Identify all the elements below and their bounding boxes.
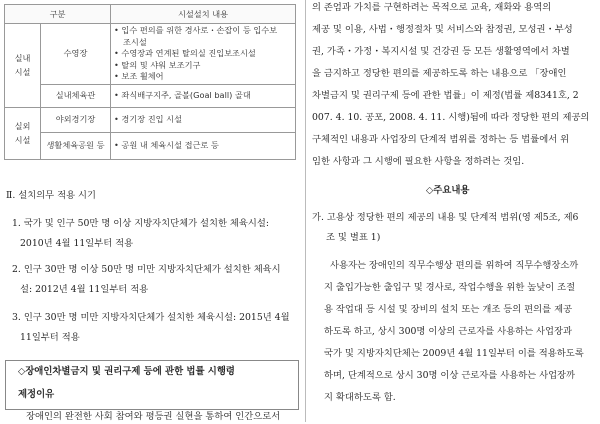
column-divider — [305, 0, 306, 422]
group-indoor-text: 실내시설 — [14, 53, 31, 78]
list-item: • 탈의 및 샤워 보조기구 — [114, 59, 201, 70]
list-item: • 보조 휠체어 — [114, 71, 164, 81]
body-line: 국가 및 지방자치단체는 2009년 4월 11일부터 이를 적용하도록 — [324, 348, 584, 359]
ga-line1: 가. 고용상 정당한 편의 제공의 내용 및 단계적 범위(영 제5조, 제6 — [312, 212, 579, 223]
section-title: Ⅱ. 설치의무 적용 시기 — [6, 190, 96, 201]
para-line: 임한 사항과 그 시행에 필요한 사항을 정하려는 것임. — [312, 156, 525, 167]
item2-line1: 2. 인구 30만 명 이상 50만 명 미만 지방자치단체가 설치한 체육시 — [12, 264, 281, 275]
group-outdoor-text: 실외시설 — [14, 121, 31, 145]
item3-line2: 11일부터 적용 — [20, 332, 80, 343]
body-line: 하며, 단계적으로 상시 30명 이상 근로자를 사용하는 사업장까 — [324, 370, 576, 381]
ga-line2: 조 및 별표 1) — [326, 232, 381, 243]
row-sub-stadium: 야외경기장 — [41, 107, 111, 132]
body-line: 지 출입가능한 출입구 및 경사로, 작업수행을 위한 높낮이 조절 — [324, 282, 576, 293]
table-header-row — [5, 5, 296, 24]
item1-line2: 2010년 4월 11일부터 적용 — [20, 238, 134, 249]
row-items-stadium — [111, 107, 296, 132]
list-item: • 입수 편의를 위한 경사로・손잡이 등 입수보 — [114, 25, 278, 35]
body-line: 지 확대하도록 함. — [324, 392, 396, 403]
item2-line2: 설: 2012년 4월 11일부터 적용 — [20, 284, 149, 295]
para-line: 을 금지하고 정당한 편의를 제공하도록 하는 내용으로 「장애인 — [312, 68, 567, 79]
table-row — [5, 107, 296, 132]
para-line: 007. 4. 10. 공포, 2008. 4. 11. 시행)됨에 따라 정당한 편의 제공의 — [312, 112, 590, 123]
facility-table — [4, 4, 296, 160]
table-row — [5, 132, 296, 159]
list-item: • 좌식배구지주, 골볼(Goal ball) 골대 — [114, 89, 251, 100]
row-sub-pool: 수영장 — [41, 24, 111, 85]
row-items-park — [111, 132, 296, 159]
body-line: 용 작업대 등 시설 및 장비의 설치 또는 개조 등의 편의를 제공 — [324, 304, 573, 315]
row-sub-park: 생활체육공원 등 — [41, 132, 111, 159]
list-item: • 공원 내 체육시설 접근로 등 — [114, 139, 219, 150]
list-item: 조시설 — [123, 36, 147, 47]
law-title: ◇장애인차별금지 및 권리구제 등에 관한 법률 시행령 — [18, 366, 235, 377]
table-row — [5, 24, 296, 85]
table-row — [5, 84, 296, 107]
para-line: 제공 및 이용, 사법・행정절차 및 서비스와 참정권, 모성권・부성 — [312, 24, 573, 35]
item1-line1: 1. 국가 및 인구 50만 명 이상 지방자치단체가 설치한 체육시설: — [12, 218, 269, 229]
row-items-gym — [111, 84, 296, 107]
table-header-content: 시설설치 내용 — [111, 5, 296, 24]
row-sub-gym: 실내체육관 — [41, 84, 111, 107]
law-subtitle: 제정이유 — [18, 389, 55, 400]
body-line: 하도록 하고, 상시 300명 이상의 근로자를 사용하는 사업장과 — [324, 326, 572, 337]
item3-line1: 3. 인구 30만 명 미만 지방자치단체가 설치한 체육시설: 2015년 4월 — [12, 312, 290, 323]
group-label-indoor — [5, 24, 41, 108]
row-items-pool — [111, 24, 296, 85]
para-line: 의 존엄과 가치를 구현하려는 목적으로 교육, 재화와 용역의 — [312, 2, 552, 13]
group-label-outdoor — [5, 107, 41, 159]
para-line: 권, 가족・가정・복지시설 및 건강권 등 모든 생활영역에서 차별 — [312, 46, 570, 57]
list-item: • 경기장 진입 시설 — [114, 113, 183, 124]
table-header-category: 구분 — [5, 5, 111, 24]
list-item: • 수영장과 연계된 탈의실 진입보조시설 — [114, 48, 256, 58]
main-heading: ◇주요내용 — [426, 185, 470, 196]
para-line: 구체적인 내용과 사업장의 단계적 범위를 정하는 등 법률에서 위 — [312, 134, 570, 145]
para-line: 차별금지 및 권리구제 등에 관한 법률」이 제정(법률 제8341호, 2 — [312, 90, 579, 101]
body-line: 사용자는 장애인의 직무수행상 편의를 위하여 직무수행장소까 — [330, 260, 579, 271]
cut-line: 장애인의 완전한 사회 참여와 평등권 실현을 통하여 인간으로서 — [26, 411, 281, 422]
